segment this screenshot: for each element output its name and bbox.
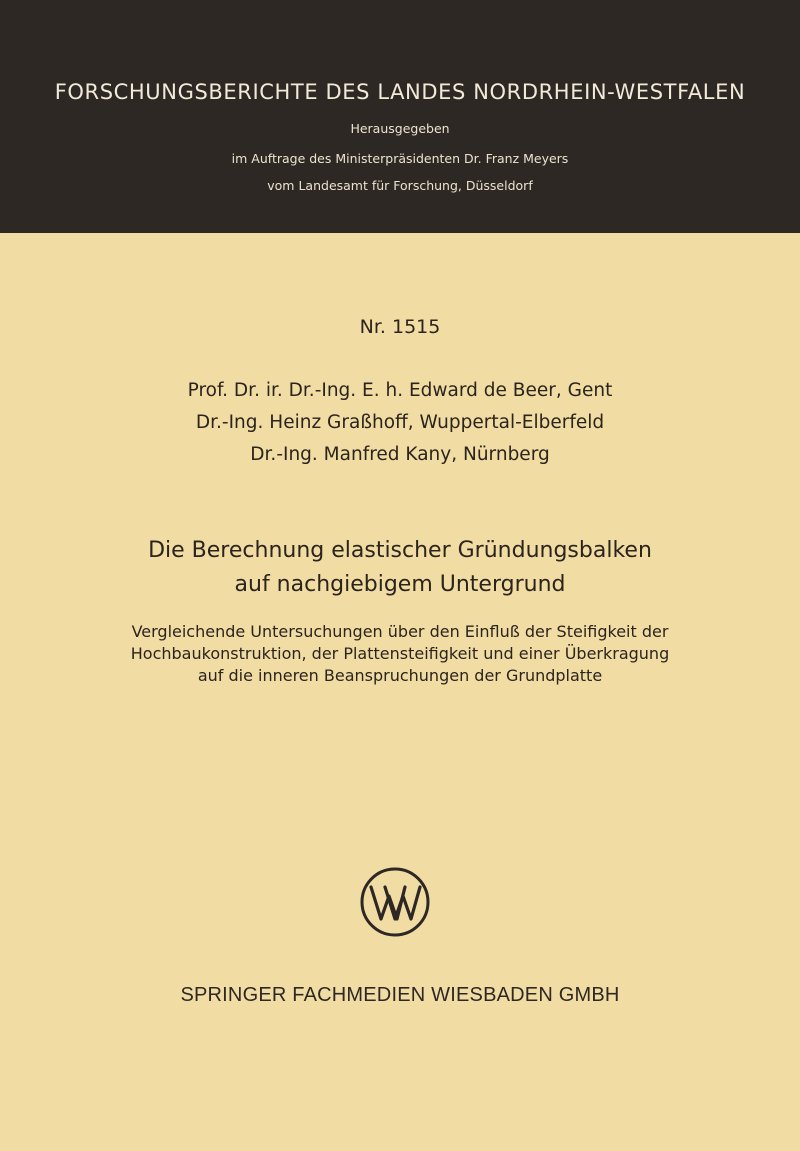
- author-2: Dr.-Ing. Heinz Graßhoff, Wuppertal-Elberfeld: [195, 412, 605, 433]
- subtitle-line-3: auf die inneren Beanspruchungen der Grundplatte: [197, 666, 603, 685]
- report-number: Nr. 1515: [359, 316, 441, 338]
- publisher-note-3: vom Landesamt für Forschung, Düsseldorf: [267, 178, 533, 193]
- subtitle-line-2: Hochbaukonstruktion, der Plattensteifigkeit und einer Überkragung: [130, 644, 670, 663]
- subtitle-line-1: Vergleichende Untersuchungen über den Einfluß der Steifigkeit der: [131, 622, 669, 641]
- title-line-2: auf nachgiebigem Untergrund: [234, 572, 566, 597]
- title-line-1: Die Berechnung elastischer Gründungsbalken: [148, 538, 652, 563]
- author-3: Dr.-Ing. Manfred Kany, Nürnberg: [250, 444, 550, 465]
- publisher-note-2: im Auftrage des Ministerpräsidenten Dr. Franz Meyers: [231, 151, 569, 166]
- author-1: Prof. Dr. ir. Dr.-Ing. E. h. Edward de Beer, Gent: [187, 380, 613, 401]
- header-band: [0, 0, 800, 233]
- ww-logo-icon: [359, 866, 431, 938]
- publisher-note-1: Herausgegeben: [350, 121, 450, 136]
- series-title: FORSCHUNGSBERICHTE DES LANDES NORDRHEIN-WESTFALEN: [54, 80, 746, 104]
- publisher-name: SPRINGER FACHMEDIEN WIESBADEN GMBH: [180, 984, 620, 1006]
